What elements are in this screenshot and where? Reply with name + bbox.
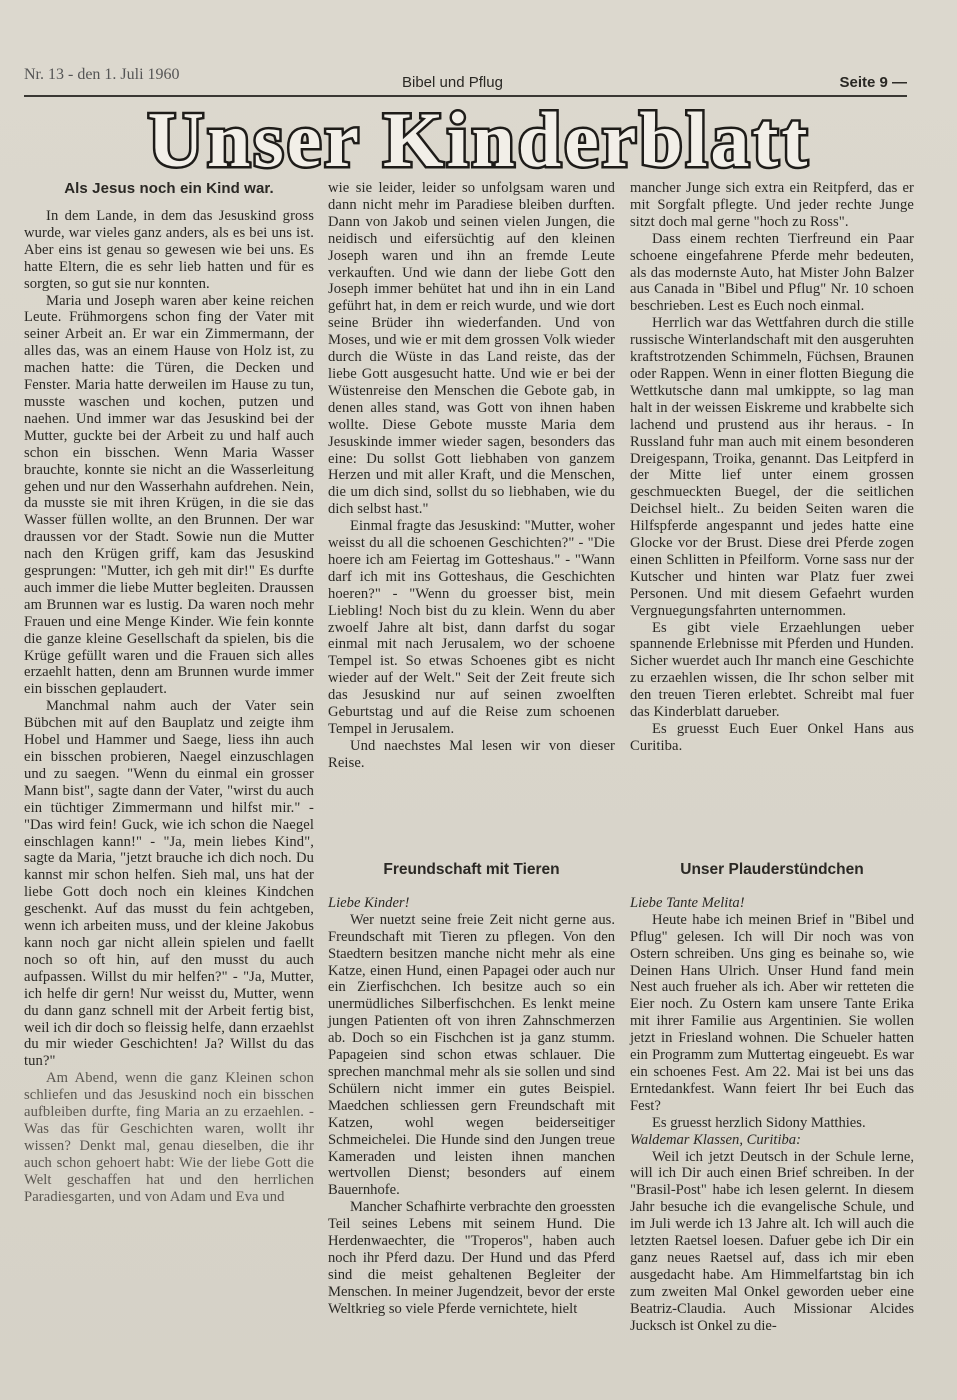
header-rule bbox=[24, 95, 907, 97]
paragraph: Manchmal nahm auch der Vater sein Bübchen mit auf den Bauplatz und zeigte ihm Hobel und Hammer und Saege, liess ihn auch ein bisschen probieren, Naegel einzuschlagen und zu saegen. "Wenn du einmal ein grosser Mann bist", sagte dann der Vater, "wirst du auch ein tüchtiger Zimmermann und hilfst mir." - "Das wird fein! Guck, wie ich schon die Naegel einschlagen kann!" - "Ja, mein liebes Kind", sagte da Maria, "jetzt brauche ich dich noch. Du kannst mir schon helfen. Sieh mal, uns hat der liebe Gott doch noch ein kleines Kindchen geschenkt. Auf das musst du fein achtgeben, wenn ich arbeiten muss, und der kleine Jakobus kann noch gar nicht allein spielen und faellt noch so oft hin, auf den musst du auch aufpassen. Willst du mir helfen?" - "Ja, Mutter, ich helfe dir gern! Nur weisst du, Mutter, wenn du dann ganz schnell mit der Arbeit fertig bist, weil ich dir doch so fleissig helfe, dann erzaehlst du mir wieder Geschichten! Ja? Willst du das tun?" bbox=[24, 698, 314, 1070]
paragraph: Es gibt viele Erzaehlungen ueber spannende Erlebnisse mit Pferden und Hunden. Sicher wuerdet auch Ihr manch eine Geschichte zu erzaehlen wissen, die Ihr schon selber mit den treuen Tieren erlebtet. Schreibt mal fuer das Kinderblatt darueber. bbox=[630, 619, 914, 721]
column-3 bbox=[630, 180, 914, 755]
issue-date: Nr. 13 - den 1. Juli 1960 bbox=[24, 66, 180, 83]
paragraph: Dass einem rechten Tierfreund ein Paar schoene eingefahrene Pferde mehr bedeuten, als das modernste Auto, hat Mister John Balzer aus Canada in "Bibel und Pflug" Nr. 10 schoen beschrieben. Lest es Euch noch einmal. bbox=[630, 230, 914, 315]
page-header bbox=[24, 64, 907, 92]
paragraph: Mancher Schafhirte verbrachte den groessten Teil seines Lebens mit seinem Hund. Die Herdenwaechter, die "Troperos", haben auch noch ihr Pferd dazu. Der Hund und das Pferd sind die meist gehaltenen Begleiter der Menschen. In meiner Jugendzeit, bevor der erste Weltkrieg so viele Pferde vernichtete, hielt bbox=[328, 1199, 615, 1317]
greeting: Liebe Kinder! bbox=[328, 894, 410, 911]
column-1 bbox=[24, 180, 314, 1205]
article-chat-hour bbox=[630, 862, 914, 1334]
article-title-friendship: Freundschaft mit Tieren bbox=[383, 861, 560, 878]
article-title-jesus: Als Jesus noch ein Kind war. bbox=[64, 180, 274, 197]
paragraph: Herrlich war das Wettfahren durch die stille russische Winterlandschaft mit den ausgeruhten kraftstrotzenden Schimmeln, Füchsen, Braunen oder Rappen. Wenn in einer flotten Biegung die Wettkutsche dann mal umkippte, so lag man halt in der weissen Eiskreme und krabbelte sich lachend und prustend aus ihr heraus. - In Russland fuhr man auch mit einem besonderen Dreigespann, Troika, genannt. Das Leitpferd in der Mitte lief unter einem grossen geschmueckten Buegel, der die seitlichen Deichsel hielt.. Zu beiden Seiten waren die Hilfspferde angespannt und jedes hatte eine Glocke vor der Brust. Diese drei Pferde zogen einen Schlitten in Pfeilform. Vorne sass nur der Kutscher und hinten war Platz fuer zwei Personen. Und mit diesem Gefaehrt wurden Vergnuegungsfahrten unternommen. bbox=[630, 315, 914, 619]
signature: Waldemar Klassen, Curitiba: bbox=[630, 1131, 801, 1148]
publication-name: Bibel und Pflug bbox=[402, 74, 503, 91]
masthead-text: Unser Kinderblatt bbox=[147, 100, 810, 182]
paragraph: Es gruesst herzlich Sidony Matthies. bbox=[652, 1114, 866, 1131]
paragraph: Und naechstes Mal lesen wir von dieser Reise. bbox=[328, 737, 615, 771]
article-friendship-animals bbox=[328, 862, 615, 1318]
paragraph: In dem Lande, in dem das Jesuskind gross wurde, war vieles ganz anders, als es bei uns ist. Aber eins ist genau so gewesen wie bei uns. Es hatte Eltern, die es sehr lieb hatten und für es sorgten, so gut sie nur konnten. bbox=[24, 208, 314, 292]
article-title-chat: Unser Plauderstündchen bbox=[680, 861, 864, 878]
column-2 bbox=[328, 180, 615, 772]
paragraph: Einmal fragte das Jesuskind: "Mutter, woher weisst du all die schoenen Geschichten?" - "Die hoere ich am Feiertag im Gotteshaus." - "Wann darf ich mit ins Gotteshaus, die Geschichten hoeren?" - "Wenn du groesser bist, mein Liebling! Noch bist du zu klein. Wenn du aber zwoelf Jahre alt bist, dann darfst du sogar einmal mit nach Jerusalem, wo der schoene Tempel ist. So etwas Schoenes gibt es nicht wieder auf der Welt." Seit der Zeit freute sich das Jesuskind nur auf seinen zwoelften Geburtstag und auf die Reise zum schoenen Tempel in Jerusalem. bbox=[328, 518, 615, 737]
paragraph: wie sie leider, leider so unfolgsam waren und dann nicht mehr im Paradiese bleiben durften. Dann von Jakob und seinen vielen Jungen, die neidisch und eifersüchtig auf den kleinen Joseph waren und ihn an fremde Leute verkauften. Und wie dann der liebe Gott den Joseph immer behütet hat und ihn in ein Land geführt hat, in dem er reich wurde, und wie dort seine Brüder ihn wiederfanden. Und von Moses, und wie er mit dem grossen Volk wieder durch die Wüste in das Land reiste, das der liebe Gott ausgesucht hatte. Und wie er bei der Wüstenreise den Menschen die Gebote gab, in denen alles stand, was Gott von ihnen haben wollte. Diese Gebote musste Maria dem Jesuskinde immer wieder sagen, besonders das eine: Du sollst Gott liebhaben von ganzem Herzen und mit aller Kraft, und die Menschen, die um dich sind, sollst du so liebhaben, wie du dich selbst hast." bbox=[328, 180, 615, 518]
paragraph: Es gruesst Euch Euer Onkel Hans aus Curitiba. bbox=[630, 721, 914, 754]
paragraph: Am Abend, wenn die ganz Kleinen schon schliefen und das Jesuskind noch ein bisschen aufbleiben durfte, fing Maria an zu erzaehlen. - Was das für Geschichten waren, wollt ihr wissen? Denkt mal, genau dieselben, die ihr auch schon gehoert habt: Wie der liebe Gott die Welt geschaffen hat und den herrlichen Paradiesgarten, und von Adam und Eva und bbox=[24, 1070, 314, 1205]
paragraph: Maria und Joseph waren aber keine reichen Leute. Frühmorgens schon fing der Vater mit seiner Arbeit an. Er war ein Zimmermann, der alles das, was an einem Hause von Holz ist, zu machen hatte: die Türen, die Decken und Fenster. Maria hatte derweilen im Hause zu tun, musste waschen und kochen, putzen und naehen. Und immer war das Jesuskind bei der Mutter, guckte bei der Arbeit zu und half auch schon ein bisschen. Wenn Maria Wasser brauchte, konnte sie nicht an die Wasserleitung gehen und nur den Wasserhahn aufdrehen. Nein, da musste sie mit ihren Krügen, in die sie das Wasser füllen wollte, an den Brunnen. Der war draussen vor der Stadt. Sowie nun die Mutter nach den Krügen griff, kam das Jesuskind gesprungen: "Mutter, ich geh mit dir!" Es durfte auch immer die liebe Mutter begleiten. Draussen am Brunnen war es lustig. Da waren noch mehr Frauen und eine Menge Kinder. Wie fein konnte die ganze kleine Gesellschaft da spielen, bis die Krüge gefüllt waren und die Frauen sich alles erzaehlt hatten, denn am Brunnen wurde immer ein bisschen geplaudert. bbox=[24, 292, 314, 698]
page-number: Seite 9 — bbox=[839, 74, 907, 91]
paragraph: Heute habe ich meinen Brief in "Bibel und Pflug" gelesen. Ich will Dir noch was von Ostern schreiben. Uns ging es beinahe so, wie Deinen Hans Ulrich. Unser Hund fand mein Nest auch frueher als ich. Aber wir retteten die Eier noch. Zu Ostern kam unsere Tante Erika mit ihrer Familie aus Argentinien. Sie wollen jetzt in Friesland wohnen. Die Schueler hatten ein Programm zum Muttertag eingeuebt. Es war ein schoenes Fest. Am 22. Mai ist bei uns das Erntedankfest. Wann feiert Ihr bei Euch das Fest? bbox=[630, 911, 914, 1114]
greeting: Liebe Tante Melita! bbox=[630, 894, 745, 911]
paragraph: mancher Junge sich extra ein Reitpferd, das er mit Sorgfalt pflegte. Und jeder rechte Junge sitzt doch mal gerne "hoch zu Ross". bbox=[630, 180, 914, 230]
masthead-title bbox=[29, 100, 929, 182]
paragraph: Weil ich jetzt Deutsch in der Schule lerne, will ich Dir auch einen Brief schreiben. In der "Brasil-Post" habe ich lesen gelernt. In diesem Jahr besuche ich die evangelische Schule, und im Juli werde ich 13 Jahre alt. Ich will auch die letzten Raetsel loesen. Dafuer gebe ich Dir ein ganz neues Raetsel auf, dass ich mir eben ausgedacht habe. Am Himmelfartstag bin ich zum zweiten Mal Onkel geworden ueber eine Beatriz-Claudia. Auch Missionar Alcides Jucksch ist Onkel zu die- bbox=[630, 1148, 914, 1334]
masthead bbox=[0, 100, 957, 182]
paragraph: Wer nuetzt seine freie Zeit nicht gerne aus. Freundschaft mit Tieren zu pflegen. Von den Staedtern besitzen manche nicht mehr als eine Katze, einen Hund, einen Papagei oder auch nur ein Zierfischchen. Ich besitze auch so ein unermüdliches Silberfischchen. Es lenkt meine jungen Patienten oft von ihren Zahnschmerzen ab. Doch so ein Fischchen ist ja ganz stumm. Papageien sind schon etwas schlauer. Die sprechen manchmal mehr als sie sollen und sind Schülern nicht immer ein gutes Beispiel. Maedchen schliessen gern Freundschaft mit Katzen, wohl wegen beiderseitiger Schmeichelei. Die Hunde sind den Jungen treue Kameraden und leisten ihnen manchen wertvollen Dienst; besonders auf einem Bauernhofe. bbox=[328, 911, 615, 1199]
